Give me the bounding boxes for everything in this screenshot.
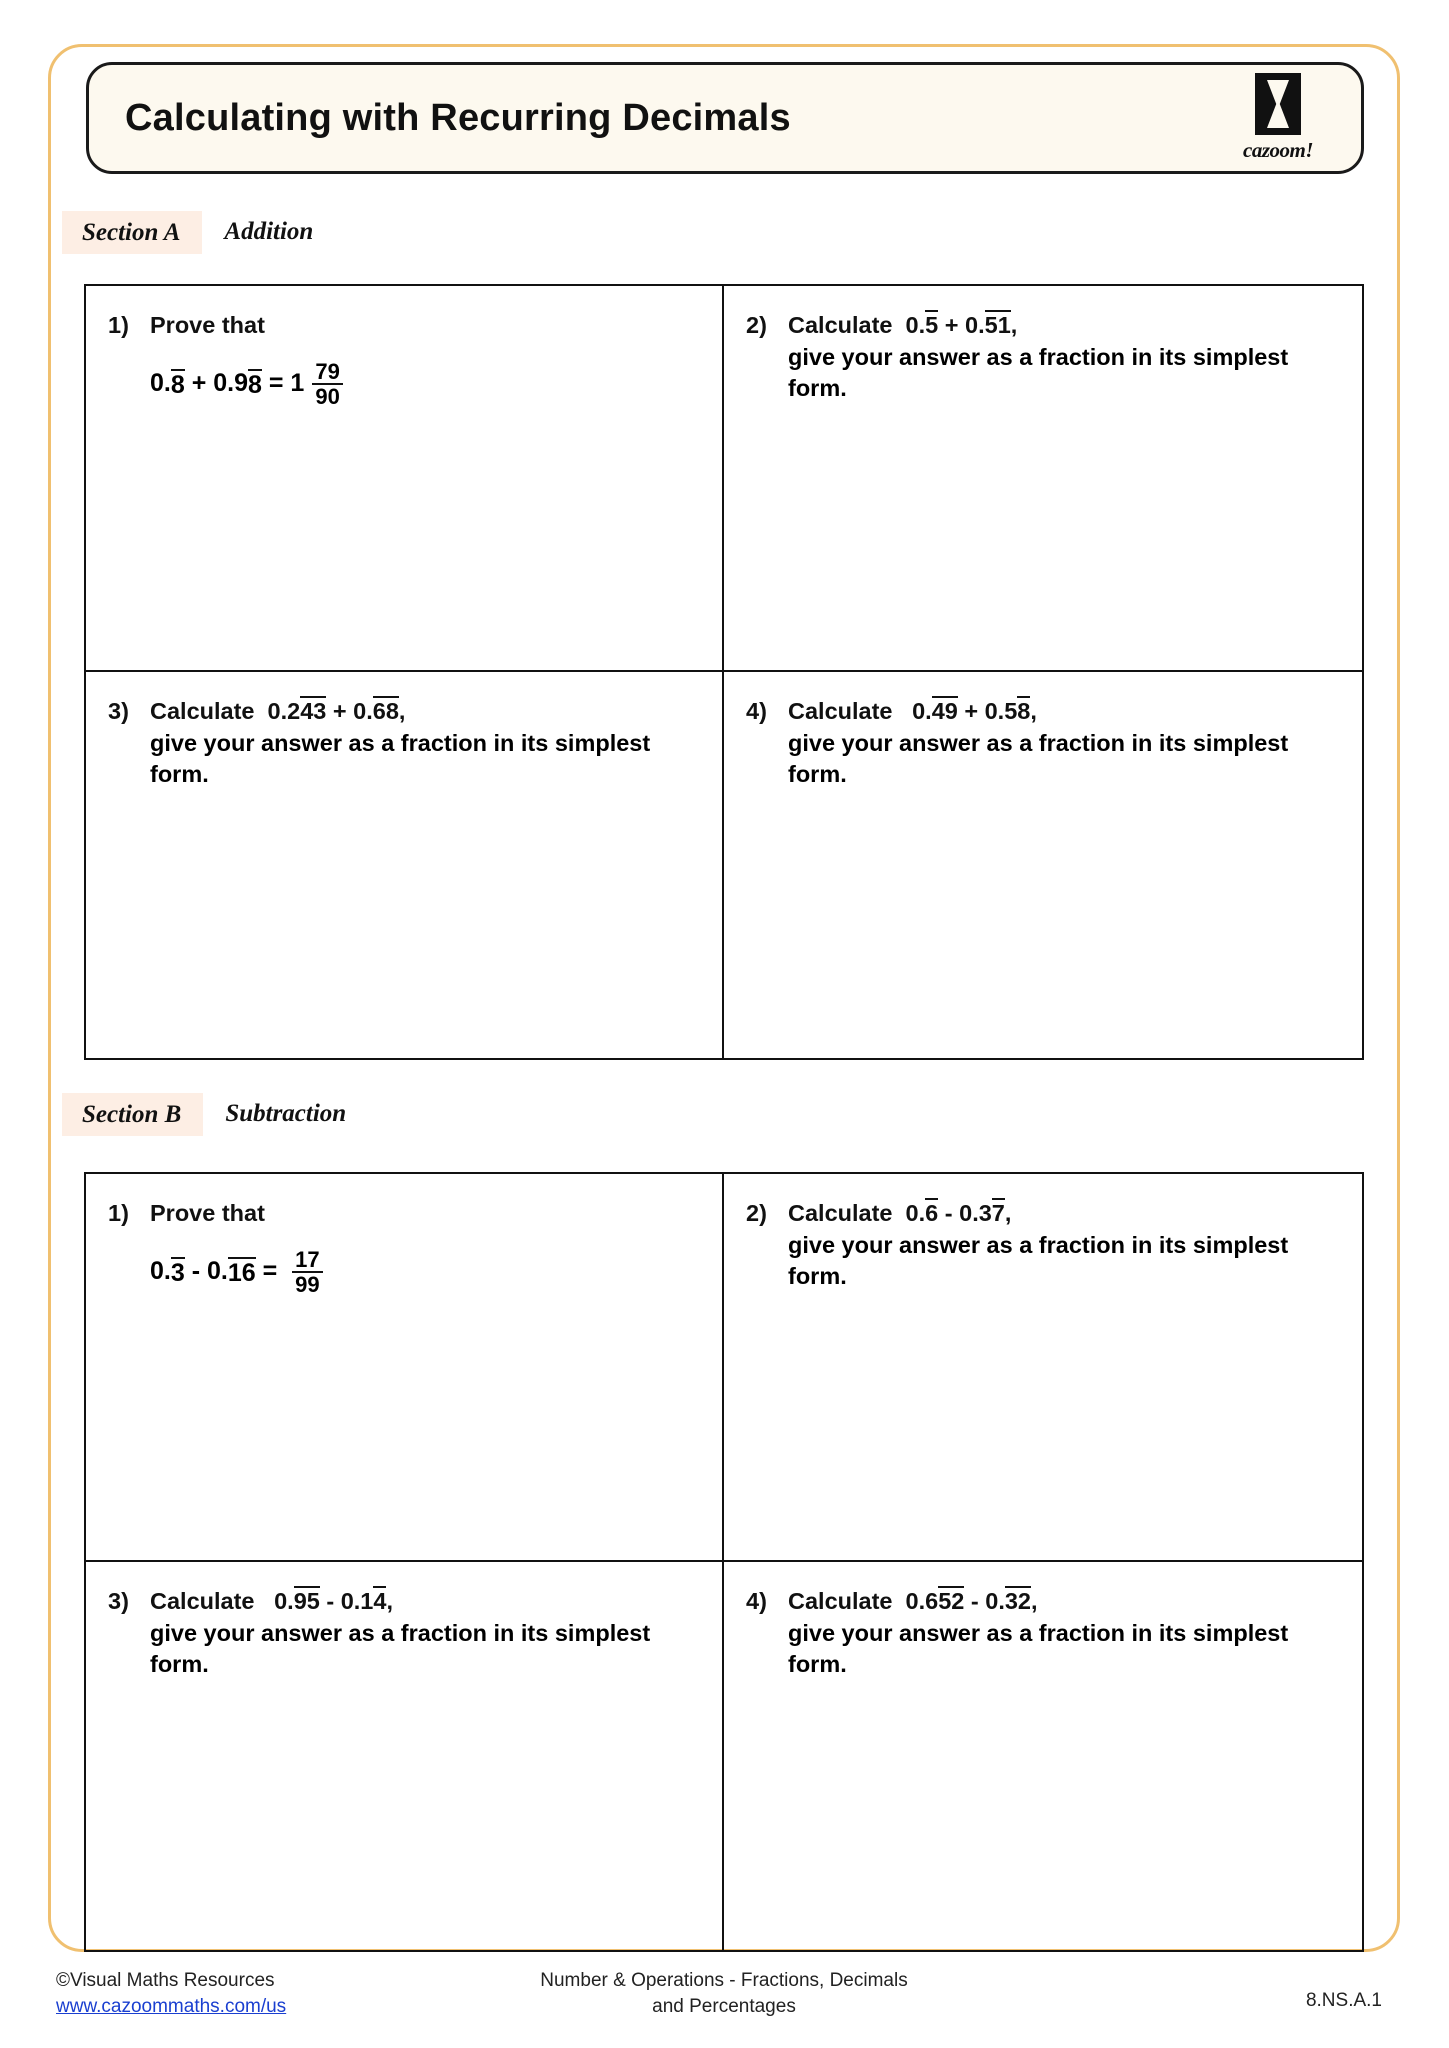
question-a2: [724, 286, 1362, 672]
section-a-topic: Addition: [224, 218, 314, 245]
section-b-topic: Subtraction: [225, 1100, 347, 1127]
question-b3-line: [108, 1586, 702, 1618]
question-a2-prompt: Calculate 0.5 + 0.51,: [788, 312, 1018, 338]
question-b1-expression: 0. 3 - 0. 16 = $\frac{17}{99}$: [150, 1248, 702, 1296]
footer-topic-line1: Number & Operations - Fractions, Decimals: [540, 1970, 908, 1991]
question-b2-prompt: Calculate 0.6 - 0.37,: [788, 1200, 1012, 1226]
page-footer: [48, 1968, 1400, 2038]
question-b2-sub: give your answer as a fraction in its simplest form.: [788, 1231, 1289, 1289]
question-b4-prompt: Calculate 0.652 - 0.32,: [788, 1588, 1038, 1614]
question-a3-prompt: Calculate 0.243 + 0.68,: [150, 698, 406, 724]
question-b1-fraction: $\frac{17}{99}$: [292, 1248, 322, 1296]
question-a4-prompt: Calculate 0.49 + 0.58,: [788, 698, 1037, 724]
question-b4-sub: give your answer as a fraction in its simplest form.: [788, 1619, 1289, 1677]
question-b1: [86, 1174, 724, 1562]
question-a1-prompt: Prove that: [150, 312, 265, 338]
question-b3-prompt: Calculate 0.95 - 0.14,: [150, 1588, 393, 1614]
footer-topic-line2: and Percentages: [652, 1995, 796, 2017]
question-b3: [86, 1562, 724, 1950]
worksheet-title-bar: [86, 62, 1364, 174]
question-a3-sub: give your answer as a fraction in its simplest form.: [150, 729, 651, 787]
question-a2-number: 2): [746, 312, 767, 338]
question-a1-number: 1): [108, 312, 129, 338]
question-b4-line: [746, 1586, 1342, 1618]
logo-wordmark: cazoom!: [1243, 138, 1313, 162]
question-b4-number: 4): [746, 1588, 767, 1614]
question-b3-number: 3): [108, 1588, 129, 1614]
footer-topic: [48, 1968, 1400, 2019]
cazoom-logo: [1223, 73, 1333, 163]
section-b-header: [62, 1090, 346, 1138]
question-a1: [86, 286, 724, 672]
section-b-label: Section B: [62, 1093, 203, 1136]
question-a2-sub: give your answer as a fraction in its simplest form.: [788, 343, 1289, 401]
question-b1-prompt: Prove that: [150, 1200, 265, 1226]
question-b1-number: 1): [108, 1200, 129, 1226]
footer-standard-code: 8.NS.A.1: [1305, 1990, 1382, 2011]
question-a1-expression: 0. 8 + 0.9 8 = 1 $\frac{79}{90}$: [150, 360, 702, 408]
question-b2-number: 2): [746, 1200, 767, 1226]
question-b2-line: [746, 1198, 1342, 1230]
question-b3-sub: give your answer as a fraction in its simplest form.: [150, 1619, 651, 1677]
question-a4-number: 4): [746, 698, 767, 724]
question-b1-line: [108, 1198, 702, 1230]
page-title: Calculating with Recurring Decimals: [125, 96, 791, 139]
section-a-questions: [84, 284, 1364, 1060]
footer-website-link[interactable]: www.cazoommaths.com/us: [56, 1995, 287, 2017]
question-a4-line: [746, 696, 1342, 728]
section-a-label: Section A: [62, 211, 202, 254]
question-a1-fraction: $\frac{79}{90}$: [312, 360, 342, 408]
question-a4-sub: give your answer as a fraction in its simplest form.: [788, 729, 1289, 787]
section-a-header: [62, 208, 313, 256]
question-b4: [724, 1562, 1362, 1950]
question-a3-number: 3): [108, 698, 129, 724]
question-a4: [724, 672, 1362, 1058]
section-b-questions: [84, 1172, 1364, 1952]
question-a1-line: [108, 310, 702, 342]
question-a3-line: [108, 696, 702, 728]
footer-copyright: ©Visual Maths Resources: [56, 1970, 275, 1991]
question-a2-line: [746, 310, 1342, 342]
question-a3: [86, 672, 724, 1058]
hourglass-icon: [1255, 73, 1301, 135]
question-b2: [724, 1174, 1362, 1562]
